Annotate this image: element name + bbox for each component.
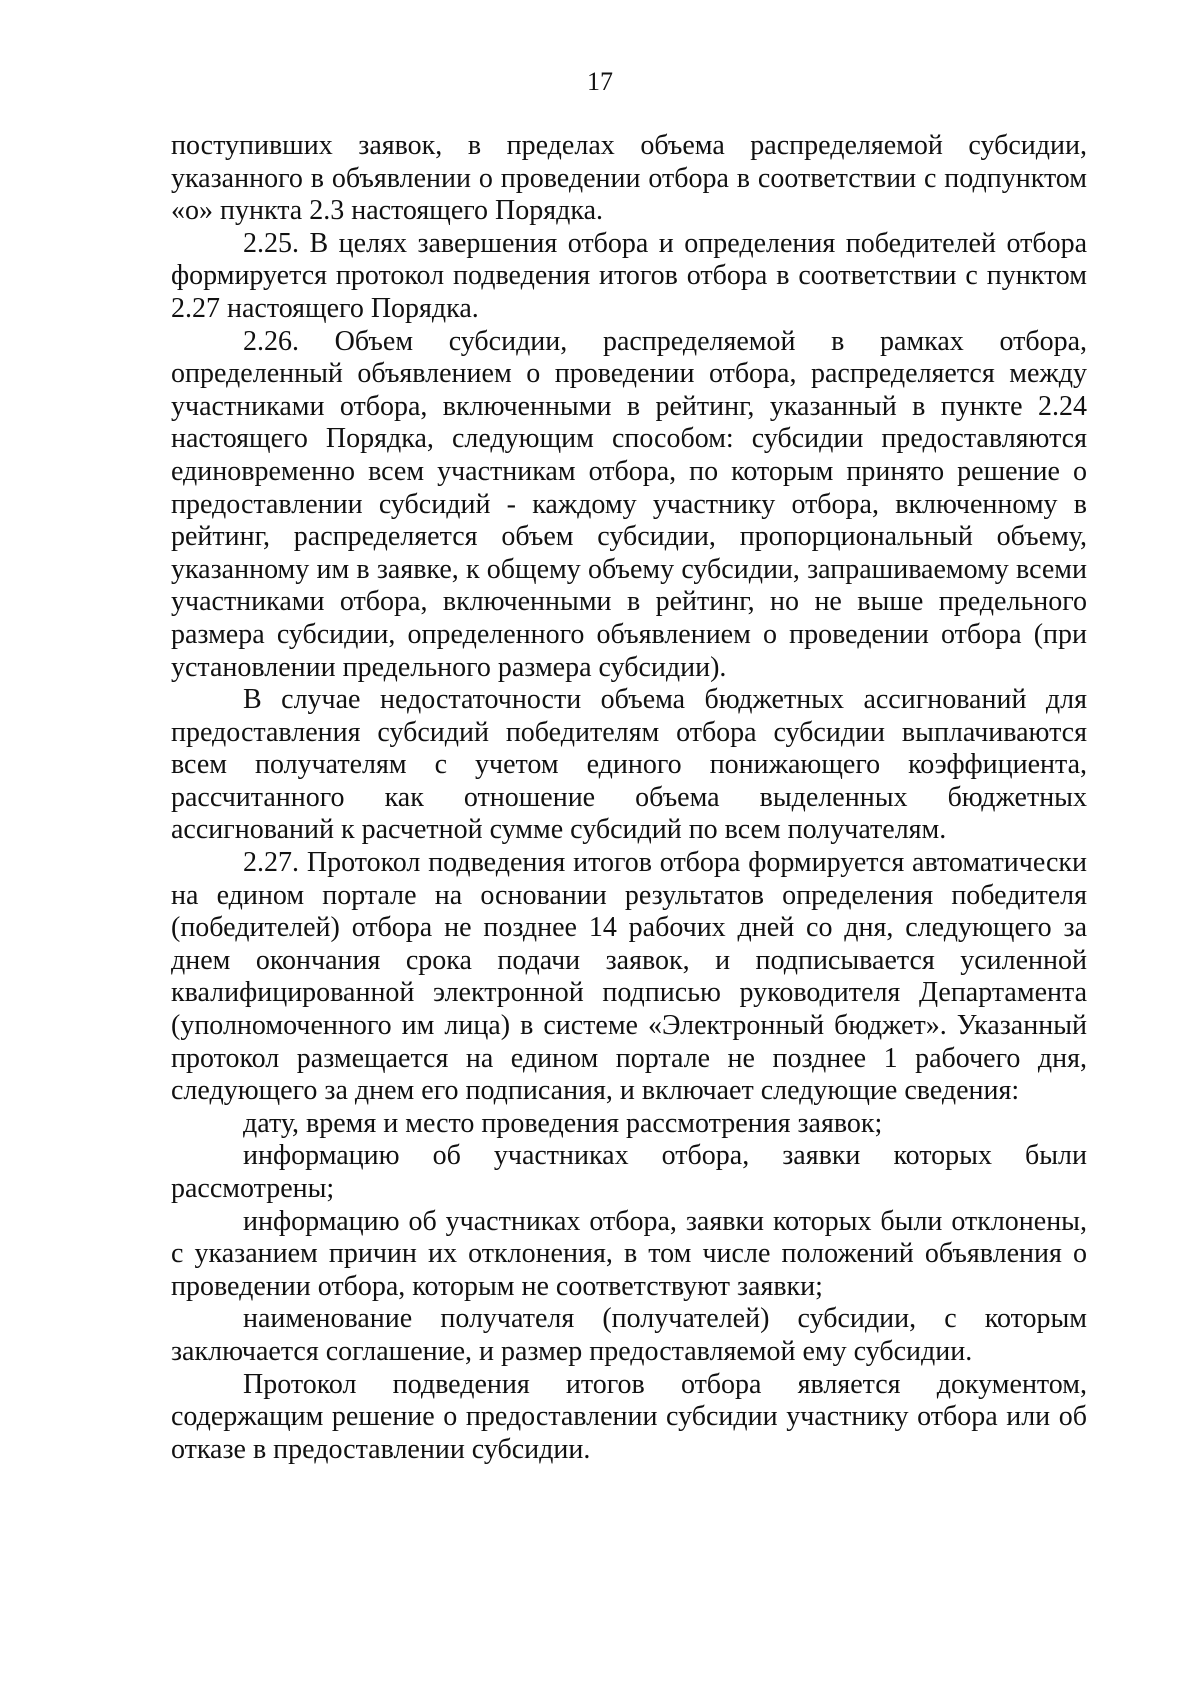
paragraph-protocol-decision: Протокол подведения итогов отбора является документом, содержащим решение о предоставлении субсидии участнику отбора или об отказе в предоставлении субсидии. xyxy=(171,1368,1087,1465)
paragraph-continuation: поступивших заявок, в пределах объема распределяемой субсидии, указанного в объявлении о проведении отбора в соответствии с подпунктом «о» пункта 2.3 настоящего Порядка. xyxy=(171,130,1087,227)
page-number: 17 xyxy=(587,67,613,96)
paragraph-2-26: 2.26. Объем субсидии, распределяемой в рамках отбора, определенный объявлением о проведении отбора, распределяется между участниками отбора, включенными в рейтинг, указанный в пункте 2.24 настоящего Порядка, следующим способом: субсидии предоставляются единовременно всем участникам отбора, по которым принято решение о предоставлении субсидий - каждому участнику отбора, включенному в рейтинг, распределяется объем субсидии, пропорциональный объему, указанному им в заявке, к общему объему субсидии, запрашиваемому всеми участниками отбора, включенными в рейтинг, но не выше предельного размера субсидии, определенного объявлением о проведении отбора (при установлении предельного размера субсидии). xyxy=(171,325,1087,683)
paragraph-2-27: 2.27. Протокол подведения итогов отбора формируется автоматически на едином портале на основании результатов определения победителя (победителей) отбора не позднее 14 рабочих дней со дня, следующего за днем окончания срока подачи заявок, и подписывается усиленной квалифицированной электронной подписью руководителя Департамента (уполномоченного им лица) в системе «Электронный бюджет». Указанный протокол размещается на едином портале не позднее 1 рабочего дня, следующего за днем его подписания, и включает следующие сведения: xyxy=(171,847,1087,1107)
paragraph-insufficient-funds: В случае недостаточности объема бюджетных ассигнований для предоставления субсидий победителям отбора субсидии выплачиваются всем получателям с учетом единого понижающего коэффициента, рассчитанного как отношение объема выделенных бюджетных ассигнований к расчетной сумме субсидий по всем получателям. xyxy=(171,684,1087,846)
list-item-rejected-participants: информацию об участниках отбора, заявки которых были отклонены, с указанием причин их отклонения, в том числе положений объявления о проведении отбора, которым не соответствуют заявки; xyxy=(171,1205,1087,1302)
document-body xyxy=(171,130,1087,1466)
list-item-date-time-place: дату, время и место проведения рассмотрения заявок; xyxy=(243,1107,883,1139)
list-item-recipient-name: наименование получателя (получателей) субсидии, с которым заключается соглашение, и размер предоставляемой ему субсидии. xyxy=(171,1303,1087,1367)
list-item-reviewed-participants: информацию об участниках отбора, заявки которых были рассмотрены; xyxy=(171,1140,1087,1204)
paragraph-2-25: 2.25. В целях завершения отбора и определения победителей отбора формируется протокол подведения итогов отбора в соответствии с пунктом 2.27 настоящего Порядка. xyxy=(171,227,1087,324)
